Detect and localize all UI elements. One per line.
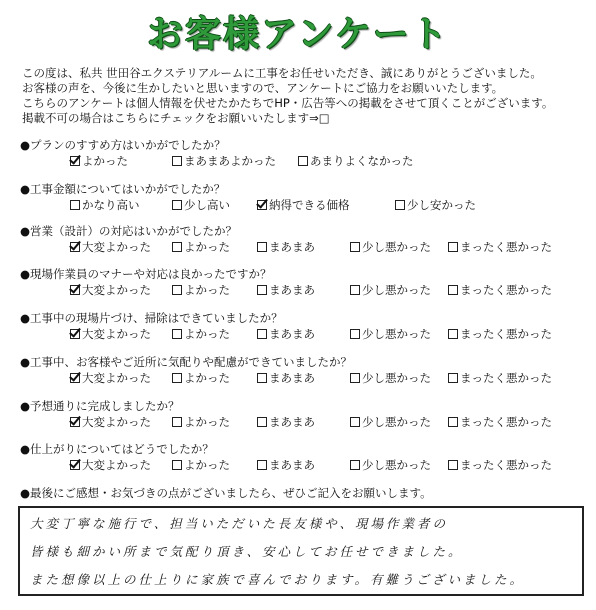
answer-label: よかった <box>184 415 230 429</box>
intro-line: こちらのアンケートは個人情報を伏せたかたちでHP・広告等への掲載をさせて頂くことがございます。 <box>22 96 554 110</box>
answer-option[interactable] <box>448 414 552 430</box>
checkbox-icon[interactable] <box>172 460 182 470</box>
question-block <box>20 441 590 473</box>
checked-checkbox-icon[interactable] <box>257 200 267 210</box>
question-text: ●現場作業員のマナーや対応は良かったですか？ <box>20 267 272 281</box>
answer-option[interactable] <box>298 153 414 169</box>
intro-line: この度は、私共 世田谷エクステリアルームに工事をお任せいただき、誠にありがとうございました。 <box>22 66 542 80</box>
checkbox-icon[interactable] <box>350 373 360 383</box>
checkbox-icon[interactable] <box>448 329 458 339</box>
answer-option[interactable] <box>172 326 230 342</box>
answer-option[interactable] <box>70 239 151 255</box>
comment-question: ●最後にご感想・お気づきの点がございましたら、ぜひご記入をお願いします。 <box>20 486 432 500</box>
checked-checkbox-icon[interactable] <box>70 285 80 295</box>
checkbox-icon[interactable] <box>395 200 405 210</box>
question-text: ●プランのすすめ方はいかがでしたか？ <box>20 138 226 152</box>
checkbox-icon[interactable] <box>350 242 360 252</box>
question-block <box>20 310 590 342</box>
answer-label: まったく悪かった <box>460 458 552 472</box>
question-block <box>20 223 590 255</box>
answer-label: まあまあ <box>269 415 315 429</box>
checkbox-icon[interactable] <box>298 156 308 166</box>
answer-options <box>20 326 590 342</box>
answer-option[interactable] <box>172 457 230 473</box>
answer-label: 大変よかった <box>82 458 151 472</box>
answer-option[interactable] <box>448 457 552 473</box>
question-block <box>20 398 590 430</box>
checkbox-icon[interactable] <box>172 156 182 166</box>
question-text: ●仕上がりについてはどうでしたか？ <box>20 442 214 456</box>
answer-option[interactable] <box>350 326 431 342</box>
checked-checkbox-icon[interactable] <box>70 329 80 339</box>
answer-label: 少し悪かった <box>362 240 431 254</box>
answer-option[interactable] <box>257 370 315 386</box>
answer-label: よかった <box>184 371 230 385</box>
question-text: ●予想通りに完成しましたか？ <box>20 399 180 413</box>
answer-label: 大変よかった <box>82 415 151 429</box>
answer-option[interactable] <box>70 153 128 169</box>
answer-options <box>20 414 590 430</box>
answer-options <box>20 370 590 386</box>
comment-box[interactable] <box>18 506 584 596</box>
answer-label: まあまあ <box>269 371 315 385</box>
intro-line: お客様の声を、今後に生かしたいと思いますので、アンケートにご協力をお願いいたします。 <box>22 81 504 95</box>
checked-checkbox-icon[interactable] <box>70 156 80 166</box>
answer-option[interactable] <box>172 197 230 213</box>
checked-checkbox-icon[interactable] <box>70 460 80 470</box>
answer-label: まあまあ <box>269 327 315 341</box>
comment-line: 皆様も細かい所まで気配り頂き、安心してお任せできました。 <box>30 544 464 559</box>
checkbox-icon[interactable] <box>172 285 182 295</box>
checked-checkbox-icon[interactable] <box>70 373 80 383</box>
answer-option[interactable] <box>350 457 431 473</box>
checked-checkbox-icon[interactable] <box>70 242 80 252</box>
answer-label: まったく悪かった <box>460 283 552 297</box>
answer-option[interactable] <box>70 370 151 386</box>
answer-option[interactable] <box>172 239 230 255</box>
answer-label: よかった <box>184 283 230 297</box>
answer-label: よかった <box>82 154 128 168</box>
checkbox-icon[interactable] <box>448 285 458 295</box>
answer-label: 少し悪かった <box>362 327 431 341</box>
checkbox-icon[interactable] <box>350 285 360 295</box>
checkbox-icon[interactable] <box>448 242 458 252</box>
answer-option[interactable] <box>395 197 476 213</box>
checkbox-icon[interactable] <box>350 460 360 470</box>
question-text: ●工事中、お客様やご近所に気配りや配慮ができていましたか？ <box>20 355 353 369</box>
question-text: ●工事中の現場片づけ、掃除はできていましたか？ <box>20 311 283 325</box>
survey-title: お客様アンケート <box>147 14 449 55</box>
answer-option[interactable] <box>257 282 315 298</box>
answer-option[interactable] <box>172 414 230 430</box>
answer-option[interactable] <box>70 326 151 342</box>
answer-options <box>20 457 590 473</box>
checkbox-icon[interactable] <box>172 417 182 427</box>
answer-option[interactable] <box>172 370 230 386</box>
answer-options <box>20 282 590 298</box>
answer-option[interactable] <box>257 197 350 213</box>
answer-label: 少し安かった <box>407 198 476 212</box>
answer-options <box>20 153 590 169</box>
answer-option[interactable] <box>257 326 315 342</box>
checkbox-icon[interactable] <box>257 460 267 470</box>
answer-option[interactable] <box>448 282 552 298</box>
answer-label: まったく悪かった <box>460 327 552 341</box>
answer-label: まあまあ <box>269 240 315 254</box>
answer-label: 大変よかった <box>82 240 151 254</box>
question-block <box>20 181 590 213</box>
answer-label: よかった <box>184 458 230 472</box>
answer-label: よかった <box>184 327 230 341</box>
checkbox-icon[interactable] <box>70 200 80 210</box>
checked-checkbox-icon[interactable] <box>70 417 80 427</box>
answer-option[interactable] <box>70 197 140 213</box>
answer-label: 大変よかった <box>82 371 151 385</box>
answer-label: 少し悪かった <box>362 371 431 385</box>
answer-label: まあまあよかった <box>184 154 276 168</box>
checkbox-icon[interactable] <box>350 329 360 339</box>
answer-option[interactable] <box>350 414 431 430</box>
answer-label: 少し悪かった <box>362 415 431 429</box>
answer-label: 納得できる価格 <box>269 198 350 212</box>
answer-label: 少し悪かった <box>362 458 431 472</box>
answer-label: よかった <box>184 240 230 254</box>
answer-label: あまりよくなかった <box>310 154 414 168</box>
answer-label: まあまあ <box>269 458 315 472</box>
answer-option[interactable] <box>350 239 431 255</box>
answer-options <box>20 197 590 213</box>
answer-option[interactable] <box>350 370 431 386</box>
question-block <box>20 266 590 298</box>
answer-option[interactable] <box>172 153 276 169</box>
checkbox-icon[interactable] <box>257 329 267 339</box>
answer-option[interactable] <box>350 282 431 298</box>
checkbox-icon[interactable] <box>448 460 458 470</box>
question-block <box>20 137 590 169</box>
checkbox-icon[interactable] <box>172 242 182 252</box>
question-text: ●営業（設計）の対応はいかがでしたか？ <box>20 224 238 238</box>
answer-option[interactable] <box>70 414 151 430</box>
intro-line: 掲載不可の場合はこちらにチェックをお願いいたします⇒□ <box>22 111 330 125</box>
answer-option[interactable] <box>257 414 315 430</box>
answer-option[interactable] <box>448 239 552 255</box>
answer-label: まったく悪かった <box>460 371 552 385</box>
answer-label: まあまあ <box>269 283 315 297</box>
comment-line: 大変丁寧な施行で、担当いただいた長友様や、現場作業者の <box>30 516 449 531</box>
answer-label: 少し悪かった <box>362 283 431 297</box>
answer-option[interactable] <box>70 457 151 473</box>
checkbox-icon[interactable] <box>172 373 182 383</box>
checkbox-icon[interactable] <box>257 242 267 252</box>
checkbox-icon[interactable] <box>172 200 182 210</box>
question-text: ●工事金額についてはいかがでしたか？ <box>20 182 226 196</box>
answer-option[interactable] <box>70 282 151 298</box>
checkbox-icon[interactable] <box>448 417 458 427</box>
answer-label: 大変よかった <box>82 283 151 297</box>
answer-label: かなり高い <box>82 198 140 212</box>
answer-option[interactable] <box>172 282 230 298</box>
checkbox-icon[interactable] <box>448 373 458 383</box>
checkbox-icon[interactable] <box>172 329 182 339</box>
answer-label: 大変よかった <box>82 327 151 341</box>
answer-label: まったく悪かった <box>460 240 552 254</box>
answer-label: 少し高い <box>184 198 230 212</box>
question-block <box>20 354 590 386</box>
answer-option[interactable] <box>448 326 552 342</box>
answer-options <box>20 239 590 255</box>
checkbox-icon[interactable] <box>350 417 360 427</box>
intro-text <box>22 66 582 126</box>
checkbox-icon[interactable] <box>257 373 267 383</box>
checkbox-icon[interactable] <box>257 417 267 427</box>
answer-option[interactable] <box>257 239 315 255</box>
comment-line: また想像以上の仕上りに家族で喜んでおります。有難うございました。 <box>30 572 526 587</box>
answer-option[interactable] <box>257 457 315 473</box>
checkbox-icon[interactable] <box>257 285 267 295</box>
answer-label: まったく悪かった <box>460 415 552 429</box>
answer-option[interactable] <box>448 370 552 386</box>
